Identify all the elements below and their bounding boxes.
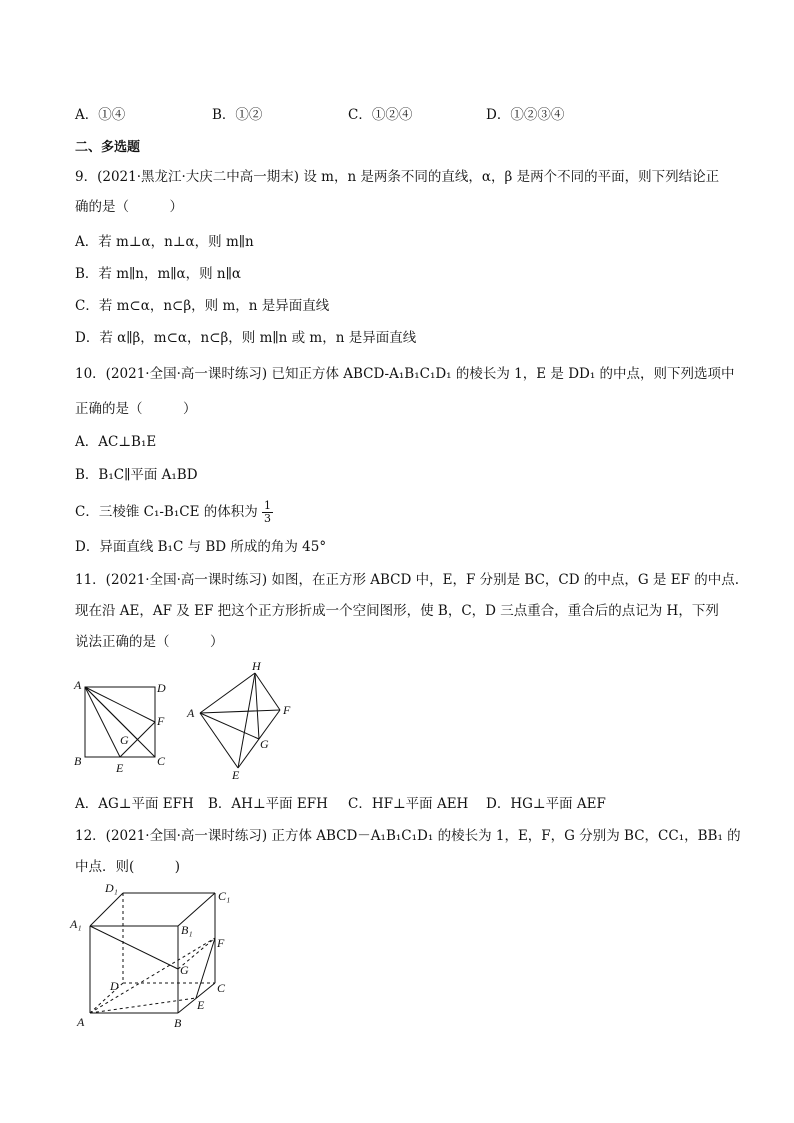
fig1-label-c: C [157,754,166,768]
cube-label-c1: C₁ [218,889,231,903]
fig2-label-g: G [260,737,269,751]
q10-option-c-text: C．三棱锥 C₁-B₁CE 的体积为 [75,504,258,520]
q12-stem-line1: 12．(2021·全国·高一课时练习) 正方体 ABCD－A₁B₁C₁D₁ 的棱长为 1，E，F，G 分别为 BC，CC₁，BB₁ 的 [75,828,741,844]
cube-label-a: A [77,1015,85,1029]
q10-option-d: D．异面直线 B₁C 与 BD 所成的角为 45° [75,539,327,555]
q9-option-a: A．若 m⊥α，n⊥α，则 m∥n [75,234,254,250]
fig1-label-g: G [120,733,129,747]
q9-option-d: D．若 α∥β，m⊂α，n⊂β，则 m∥n 或 m，n 是异面直线 [75,330,417,346]
cube-label-d: D [110,979,119,993]
q11-stem-line3: 说法正确的是（ ） [75,634,224,650]
q11-stem-line2: 现在沿 AE，AF 及 EF 把这个正方形折成一个空间图形，使 B，C，D 三点重合，重合后的点记为 H，下列 [75,603,719,619]
fig2-label-e: E [232,768,240,782]
q10-option-c [75,500,273,525]
cube-label-f: F [217,936,225,950]
q11-stem-line1: 11．(2021·全国·高一课时练习) 如图，在正方形 ABCD 中，E，F 分别是 BC，CD 的中点，G 是 EF 的中点. [75,572,740,588]
q9-stem-line1: 9．(2021·黑龙江·大庆二中高一期末) 设 m，n 是两条不同的直线，α，β 是两个不同的平面，则下列结论正 [75,169,720,185]
q10-stem-line2: 正确的是（ ） [75,401,197,417]
cube-label-a1: A₁ [70,917,82,931]
cube-label-b1: B₁ [181,923,193,937]
fig1-label-e: E [116,761,124,775]
q11-tetrahedron-figure [185,658,305,783]
q10-option-b: B．B₁C∥平面 A₁BD [75,467,198,483]
fig2-label-h: H [252,659,261,673]
q10-stem-line1: 10．(2021·全国·高一课时练习) 已知正方体 ABCD-A₁B₁C₁D₁ 的棱长为 1，E 是 DD₁ 的中点，则下列选项中 [75,366,735,382]
q11-option-c: C．HF⊥平面 AEH [348,796,469,812]
fig1-label-b: B [74,754,82,768]
cube-label-c: C [217,981,226,995]
q8-option-d: D．①②③④ [486,107,565,123]
q8-option-a: A．①④ [75,107,126,123]
q11-option-d: D．HG⊥平面 AEF [486,796,606,812]
cube-label-d1: D₁ [105,881,118,895]
q11-option-b: B．AH⊥平面 EFH [208,796,328,812]
q12-stem-line2: 中点．则( ) [75,859,181,875]
fig1-label-f: F [157,714,165,728]
fig2-label-f: F [283,703,291,717]
q9-stem-line2: 确的是（ ） [75,199,183,215]
cube-label-e: E [197,998,205,1012]
q12-cube-figure [65,878,245,1033]
q10-option-a: A．AC⊥B₁E [75,434,157,450]
fig2-label-a: A [187,706,195,720]
fig1-label-d: D [157,681,166,695]
q8-option-c: C．①②④ [348,107,413,123]
fraction-denominator: 3 [264,512,272,525]
fraction-numerator: 1 [264,499,272,512]
section-heading: 二、多选题 [75,140,141,155]
q9-option-b: B．若 m∥n，m∥α，则 n∥α [75,266,241,282]
q8-option-b: B．①② [212,107,263,123]
q11-square-figure [70,672,180,777]
cube-label-g: G [180,963,189,977]
q9-option-c: C．若 m⊂α，n⊂β，则 m，n 是异面直线 [75,298,330,314]
fraction-one-third [262,500,273,525]
cube-label-b: B [174,1016,182,1030]
fig1-label-a: A [74,678,82,692]
q11-option-a: A．AG⊥平面 EFH [75,796,194,812]
